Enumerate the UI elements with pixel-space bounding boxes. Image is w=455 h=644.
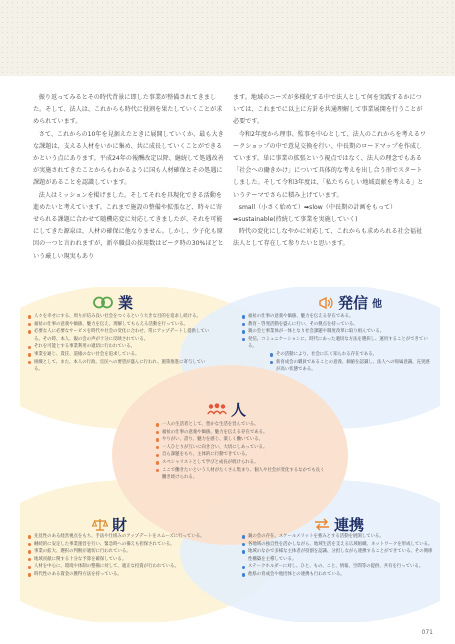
hasshin-title: 発信 [338,294,369,312]
hito-list [156,421,326,482]
list-item: 他県の育成会や他団体との連携も行われている。 [242,571,434,579]
paragraph: 法人はミッションを掲げました。そしてそれを具現化できる活動を進めたいと考えています。これまで施設の整備や拡張など、時々に寄せられる課題に合わせて随機応変に対応してきましたが、それを可能にしてきた源泉は、人材の確保に他なりません。しかし、少子化も原因の一つと言われますが、新卒職員の採用数はピーク時の30%ほどという厳しい現実もあり [33,191,224,260]
list-item: 親の会と事業体が一体となり社会課題や制度改革に取り組んでいる。 [242,328,432,336]
paragraph: 今和2年度から理事、監事を中心として、法人のこれからを考えるワークショップの中で意見交換を行い、中長期のロードマップを作成しています。単に事業の拡張という視点ではなく、法人の理念でもある「社会への働きかけ」について具体的な考えを出し合う形でスタートしました。そして令和3年度は、「私たちらしい地域貢献を考える」というテーマでさらに積み上げています。 [233,130,426,199]
list-item: 自ら課題をもち、主体的に行動できている。 [156,451,326,459]
list-item: 福祉の仕事の意義や価値、魅力を伝える存在である。 [242,313,432,321]
list-item: スペシャリストとして学びと成長が続けられる。 [156,459,326,467]
hito-heading [207,399,246,420]
megaphone-icon [318,296,334,310]
zai-list [28,533,213,579]
list-item: 人材を中心に、環境や体制の整備に対して、適正な投資が行われている。 [28,563,213,571]
hasshin-title-suffix: 他 [372,299,383,310]
body-text-left-column [33,92,226,263]
hasshin-list [242,313,432,374]
list-item: 一人の生活者として、豊かな生活を営んでいる。 [156,421,326,429]
list-item: 時代性のある資金の獲得方法を持っている。 [28,571,213,579]
list-item: 各地域の独自性を活かしながら、地域生活を支える広域組織、ネットワークを形成している。 [242,541,434,549]
list-item: 人々を幸せにする、周りが信み良い社会をつくるという大きな目的を追求し続ける。 [28,313,213,321]
zai-heading [92,514,127,535]
list-item: 地域のなかで多様な主体者が役割を認識、分担しながら連携することができている。その関係性構築を主導している。 [242,548,434,563]
renkei-heading [314,514,364,535]
exchange-arrows-icon [314,518,330,531]
list-item: 組織として、また、本人の行政、官民への要望が盛んに行われ、施策推進に寄与している。 [28,359,213,374]
list-item: ステークホルダーに対し、ひと、もの、こと、情報、空間等の提供、共有を行っている。 [242,563,434,571]
paragraph: 時代の変化にしなやかに対応して、これからも求められる社会福祉法人として存在して参りたいと思います。 [233,228,423,248]
list-item: それを可能とする事業利用の適切に行われている。 [28,343,213,351]
list-item: 必要な人に必要なサービスを時代や社会の変化に合わせ、常にアップデートし提供している。その時、本人、親の会の声が十分に反映されている。 [28,328,213,343]
body-text-right-column [233,92,426,251]
paragraph: 振り返ってみるとその時代背景に即した事業が整備されてきました。そして、法人は、これからも時代に役割を果たしていくことが求められています。 [33,94,223,126]
header-band [0,0,455,76]
list-item: 親の会の存在、スケールメリットを強みとする活動を展開している。 [242,533,434,541]
hasshin-heading [318,292,382,313]
renkei-list [242,533,434,579]
list-item: 福祉の仕事の意義や価値、魅力を伝え、理解してもらえる活動を行っている。 [28,321,213,329]
renkei-title: 連携 [334,516,365,534]
paragraph: ます。地域のニーズが多様化する中で法人として何を実践するかについては、これまでに以上に方針を共通理解して事業展開を行うことが必要です。 [233,94,423,126]
gyo-title: 業 [118,294,134,312]
people-icon [207,403,227,416]
list-item: 継続的に安定した事業運営を行い、緊急時への備えも担保されている。 [28,541,213,549]
linked-rings-icon [92,296,114,309]
five-pillars-diagram [20,287,440,622]
list-item: 先見性のある経営視点をもち、手法や仕組みのアップデートをスムーズに行っている。 [28,533,213,541]
page-number: 071 [421,629,433,636]
list-item: 教育・啓発活動を盛んに行い、その拠点を持っている。 [242,321,432,329]
list-item: 地域貢献に関する十分な予算を確保している。 [28,556,213,564]
hito-title: 人 [231,401,247,419]
list-item: 福祉の仕事の意義や価値、魅力を伝える存在である。 [156,429,326,437]
paragraph: small（小さく始めて）➡slow（中長期の計画をもって）➡sustainable(持続して事業を実施していく) [233,203,397,224]
gyo-heading [92,292,133,313]
gyo-list [28,313,213,374]
scale-icon [92,518,108,531]
list-item: ここで働きたいという人材がたくさん集まり、個人や社会が変化するなかでも長く働き続けられる。 [156,467,326,482]
list-item: やりがい、誇り、魅力を感じ、楽しく働いている。 [156,436,326,444]
list-item: 新育成会の職員であることの意義、価値を認識し、法人への帰属意識、充実感が高い状態である。 [270,359,432,374]
list-item: 発信、コミュニケーションに、時代にあった適切な方法を選択し、運用することができている。 [242,336,432,351]
zai-title: 財 [112,516,128,534]
list-item: 事業を通じ、責任、道徳のない社会を追求している。 [28,351,213,359]
list-item: 一人ひとりが互いに向き合い、大切にしあっている。 [156,444,326,452]
list-item: 事業の拡大、選択の判断が適切に行われている。 [28,548,213,556]
list-item: その活動により、社会に広く知られる存在である。 [270,351,432,359]
paragraph: さて、これからの10年を見据えたときに展開していくか、最も大きな課題は、支える人材をいかに集め、共に成長していくことができるかという点にあります。平成24年の報酬改定以降、継続して処遇改善が実施されてきたことからもわかるように国も人材確保とその処遇に課題があることを認識しています。 [33,130,224,187]
